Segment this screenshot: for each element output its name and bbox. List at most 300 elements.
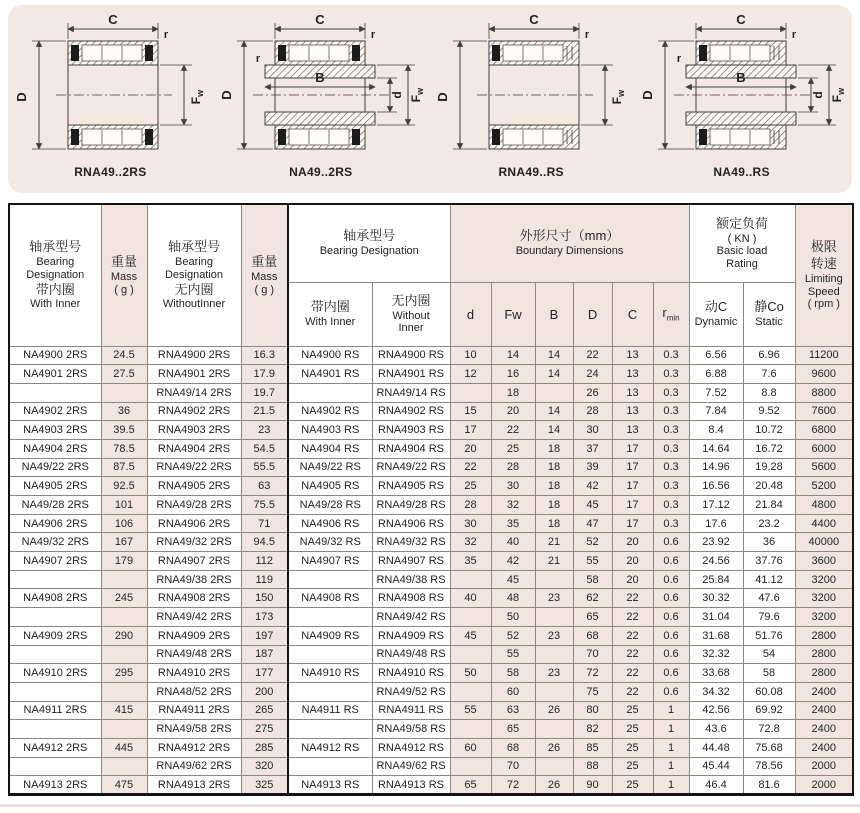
- cell-dim-rmin: 0.6: [653, 552, 689, 571]
- cell-designation-without-inner-2rs: RNA49/38 2RS: [147, 570, 241, 589]
- cell-designation-without-inner-2rs: RNA4905 2RS: [147, 477, 241, 496]
- cell-dim-c: 17: [612, 477, 653, 496]
- table-row: [9, 589, 853, 608]
- cell-designation-without-inner-rs: RNA49/38 RS: [372, 570, 450, 589]
- bearing-spec-table: [8, 203, 854, 796]
- cell-designation-with-inner-rs: NA4909 RS: [288, 626, 372, 645]
- cell-dim-d-outer: 58: [573, 570, 612, 589]
- cell-dim-c: 13: [612, 365, 653, 384]
- header-text: 外形尺寸（mm）: [519, 228, 620, 244]
- cell-designation-without-inner-2rs: RNA4908 2RS: [147, 589, 241, 608]
- cell-designation-with-inner-rs: NA4905 RS: [288, 477, 372, 496]
- table-row: [9, 439, 853, 458]
- header-dim-d-outer: D: [573, 282, 612, 346]
- cell-designation-with-inner-rs: NA49/32 RS: [288, 533, 372, 552]
- cell-dim-c: 25: [612, 701, 653, 720]
- svg-text:D: D: [639, 90, 655, 100]
- cell-designation-with-inner-2rs: NA4904 2RS: [9, 439, 101, 458]
- table-row: [9, 570, 853, 589]
- cell-designation-without-inner-2rs: RNA4904 2RS: [147, 439, 241, 458]
- bearing-cross-section-drawing: [213, 13, 429, 165]
- table-row: [9, 552, 853, 571]
- cell-dim-fw: 35: [491, 514, 535, 533]
- cell-dim-rmin: 0.3: [653, 439, 689, 458]
- cell-static-load: 58: [743, 664, 795, 683]
- cell-dim-rmin: 1: [653, 720, 689, 739]
- header-mass-without-2rs: [241, 204, 288, 346]
- cell-dim-fw: 40: [491, 533, 535, 552]
- cell-dim-rmin: 0.3: [653, 496, 689, 515]
- header-designation-without-inner-2rs: [147, 204, 241, 346]
- cell-designation-without-inner-rs: RNA49/14 RS: [372, 383, 450, 402]
- header-text: r: [662, 305, 667, 321]
- cell-designation-with-inner-rs: [288, 757, 372, 776]
- header-text: Static: [755, 316, 783, 329]
- header-text: 转速: [810, 256, 837, 272]
- cell-limiting-speed: 6000: [795, 439, 853, 458]
- cell-designation-with-inner-rs: NA4912 RS: [288, 738, 372, 757]
- cell-static-load: 20.48: [743, 477, 795, 496]
- cell-mass-2rs: 92.5: [101, 477, 147, 496]
- cell-dynamic-load: 8.4: [689, 421, 743, 440]
- svg-text:r: r: [370, 29, 375, 41]
- cell-designation-without-inner-rs: RNA4903 RS: [372, 421, 450, 440]
- svg-text:r: r: [676, 53, 681, 65]
- cell-static-load: 51.76: [743, 626, 795, 645]
- cell-designation-without-inner-rs: RNA49/58 RS: [372, 720, 450, 739]
- svg-text:Fw: $F_w$: [610, 89, 627, 105]
- cell-dim-fw: 55: [491, 645, 535, 664]
- cell-dim-fw: 60: [491, 682, 535, 701]
- cell-static-load: 54: [743, 645, 795, 664]
- header-text: Mass: [110, 271, 138, 284]
- cell-mass-2rs: 445: [101, 738, 147, 757]
- bearing-cross-section-drawing: [634, 13, 850, 165]
- cell-dim-d-outer: 90: [573, 776, 612, 795]
- cell-dynamic-load: 7.84: [689, 402, 743, 421]
- cell-dim-fw: 20: [491, 402, 535, 421]
- cell-designation-without-inner-rs: RNA49/52 RS: [372, 682, 450, 701]
- svg-text:r: r: [791, 29, 796, 41]
- cell-dim-d-outer: 88: [573, 757, 612, 776]
- header-dim-rmin: [653, 282, 689, 346]
- cell-dynamic-load: 24.56: [689, 552, 743, 571]
- cell-designation-without-inner-rs: RNA49/28 RS: [372, 496, 450, 515]
- cell-designation-without-inner-2rs: RNA4900 2RS: [147, 346, 241, 365]
- cell-limiting-speed: 2800: [795, 626, 853, 645]
- cell-designation-without-inner-2rs: RNA49/62 2RS: [147, 757, 241, 776]
- cell-limiting-speed: 8800: [795, 383, 853, 402]
- table-row: [9, 383, 853, 402]
- cell-dim-rmin: 0.3: [653, 383, 689, 402]
- cell-dim-rmin: 0.6: [653, 682, 689, 701]
- cell-static-load: 19.28: [743, 458, 795, 477]
- cell-dim-rmin: 0.3: [653, 365, 689, 384]
- header-text: ( g ): [114, 283, 134, 296]
- svg-text:Fw: $F_w$: [408, 87, 425, 103]
- header-text: Speed: [807, 285, 840, 298]
- cell-dynamic-load: 46.4: [689, 776, 743, 795]
- table-row: [9, 701, 853, 720]
- cell-dim-d-outer: 72: [573, 664, 612, 683]
- cell-mass-without-2rs: 54.5: [241, 439, 288, 458]
- cell-dim-rmin: 0.3: [653, 477, 689, 496]
- cell-dim-d: 55: [450, 701, 491, 720]
- cell-designation-with-inner-2rs: NA4901 2RS: [9, 365, 101, 384]
- header-text: 轴承型号: [167, 239, 220, 255]
- bearing-diagrams-panel: [8, 5, 852, 193]
- cell-dynamic-load: 45.44: [689, 757, 743, 776]
- cell-mass-2rs: [101, 720, 147, 739]
- cell-dim-fw: 14: [491, 346, 535, 365]
- cell-mass-2rs: 78.5: [101, 439, 147, 458]
- table-body: [9, 346, 853, 795]
- cell-mass-2rs: [101, 570, 147, 589]
- cell-mass-2rs: 24.5: [101, 346, 147, 365]
- cell-dim-d: 45: [450, 626, 491, 645]
- cell-dim-b: 21: [535, 533, 573, 552]
- cell-dim-rmin: 0.6: [653, 664, 689, 683]
- cell-designation-without-inner-2rs: RNA4903 2RS: [147, 421, 241, 440]
- header-text: 轴承型号: [343, 228, 396, 244]
- cell-mass-without-2rs: 177: [241, 664, 288, 683]
- svg-text:r: r: [164, 29, 169, 41]
- cell-dim-b: [535, 383, 573, 402]
- header-dim-fw: Fw: [491, 282, 535, 346]
- cell-dim-d: [450, 757, 491, 776]
- table-row: [9, 645, 853, 664]
- cell-limiting-speed: 2400: [795, 701, 853, 720]
- cell-mass-without-2rs: 187: [241, 645, 288, 664]
- bearing-diagram-rna49-rs: [431, 13, 631, 179]
- cell-limiting-speed: 5600: [795, 458, 853, 477]
- cell-dynamic-load: 33.68: [689, 664, 743, 683]
- cell-mass-without-2rs: 285: [241, 738, 288, 757]
- cell-designation-with-inner-2rs: [9, 645, 101, 664]
- header-text: 带内圈: [310, 299, 350, 315]
- cell-dim-d: [450, 608, 491, 627]
- cell-mass-without-2rs: 17.9: [241, 365, 288, 384]
- cell-mass-2rs: 39.5: [101, 421, 147, 440]
- cell-mass-2rs: 295: [101, 664, 147, 683]
- cell-static-load: 6.96: [743, 346, 795, 365]
- cell-dim-d: [450, 383, 491, 402]
- cell-dim-fw: 42: [491, 552, 535, 571]
- cell-static-load: 9.52: [743, 402, 795, 421]
- cell-static-load: 8.8: [743, 383, 795, 402]
- cell-dim-d: 35: [450, 552, 491, 571]
- cell-dim-fw: 63: [491, 701, 535, 720]
- header-text: Inner: [398, 322, 424, 335]
- cell-dim-b: 18: [535, 477, 573, 496]
- cell-mass-2rs: [101, 757, 147, 776]
- cell-dim-d-outer: 55: [573, 552, 612, 571]
- cell-mass-without-2rs: 325: [241, 776, 288, 795]
- cell-dim-rmin: 0.6: [653, 626, 689, 645]
- cell-designation-without-inner-rs: RNA4909 RS: [372, 626, 450, 645]
- cell-limiting-speed: 6800: [795, 421, 853, 440]
- cell-dim-d-outer: 22: [573, 346, 612, 365]
- header-with-inner-rs: [288, 282, 372, 346]
- cell-limiting-speed: 7600: [795, 402, 853, 421]
- cell-designation-with-inner-rs: NA4901 RS: [288, 365, 372, 384]
- cell-dim-fw: 58: [491, 664, 535, 683]
- cell-dim-c: 13: [612, 346, 653, 365]
- cell-mass-2rs: 475: [101, 776, 147, 795]
- cell-dim-b: 26: [535, 701, 573, 720]
- header-text: Designation: [164, 268, 224, 281]
- cell-designation-without-inner-rs: RNA4911 RS: [372, 701, 450, 720]
- header-text: 额定负荷: [716, 215, 769, 231]
- table-row: [9, 682, 853, 701]
- header-basic-load-rating-group: [689, 204, 795, 282]
- cell-dynamic-load: 30.32: [689, 589, 743, 608]
- cell-designation-with-inner-2rs: NA4906 2RS: [9, 514, 101, 533]
- cell-designation-without-inner-2rs: RNA49/28 2RS: [147, 496, 241, 515]
- cell-designation-without-inner-rs: RNA4912 RS: [372, 738, 450, 757]
- table-row: [9, 738, 853, 757]
- header-text: Limiting: [804, 273, 843, 286]
- cell-designation-without-inner-rs: RNA49/42 RS: [372, 608, 450, 627]
- header-text: 无内圈: [391, 292, 431, 308]
- table-row: [9, 626, 853, 645]
- cell-dim-b: 14: [535, 402, 573, 421]
- table-row: [9, 402, 853, 421]
- cell-dim-rmin: 0.6: [653, 608, 689, 627]
- header-text: 静Co: [754, 299, 784, 315]
- header-text: Without: [392, 309, 430, 322]
- header-text: 动C: [704, 299, 728, 315]
- cell-dim-d: 32: [450, 533, 491, 552]
- header-mass-2rs: [101, 204, 147, 346]
- cell-designation-with-inner-2rs: NA4912 2RS: [9, 738, 101, 757]
- cell-designation-with-inner-2rs: NA4913 2RS: [9, 776, 101, 795]
- cell-dynamic-load: 6.56: [689, 346, 743, 365]
- cell-designation-without-inner-2rs: RNA4912 2RS: [147, 738, 241, 757]
- header-text: ( rpm ): [807, 298, 840, 311]
- table-row: [9, 757, 853, 776]
- cell-dim-b: 23: [535, 589, 573, 608]
- header-text: ( g ): [254, 283, 275, 296]
- table-row: [9, 776, 853, 795]
- cell-designation-with-inner-2rs: NA4911 2RS: [9, 701, 101, 720]
- cell-dim-rmin: 1: [653, 757, 689, 776]
- cell-designation-without-inner-2rs: RNA49/58 2RS: [147, 720, 241, 739]
- cell-dim-b: [535, 608, 573, 627]
- cell-designation-without-inner-rs: RNA49/32 RS: [372, 533, 450, 552]
- cell-designation-with-inner-rs: [288, 383, 372, 402]
- cell-dim-d-outer: 82: [573, 720, 612, 739]
- cell-dynamic-load: 16.56: [689, 477, 743, 496]
- cell-mass-2rs: 167: [101, 533, 147, 552]
- cell-designation-with-inner-2rs: NA4900 2RS: [9, 346, 101, 365]
- cell-static-load: 37.76: [743, 552, 795, 571]
- cell-mass-2rs: 101: [101, 496, 147, 515]
- cell-designation-with-inner-2rs: NA4902 2RS: [9, 402, 101, 421]
- cell-dim-rmin: 0.6: [653, 570, 689, 589]
- cell-dim-fw: 25: [491, 439, 535, 458]
- table-row: [9, 514, 853, 533]
- cell-mass-without-2rs: 275: [241, 720, 288, 739]
- cell-dim-c: 22: [612, 682, 653, 701]
- cell-dim-rmin: 0.3: [653, 346, 689, 365]
- header-text: Basic load: [716, 245, 768, 258]
- cell-designation-without-inner-rs: RNA4906 RS: [372, 514, 450, 533]
- cell-dim-rmin: 0.3: [653, 514, 689, 533]
- svg-text:C: C: [315, 13, 325, 27]
- cell-designation-with-inner-2rs: NA4907 2RS: [9, 552, 101, 571]
- cell-mass-without-2rs: 55.5: [241, 458, 288, 477]
- header-dim-c: C: [612, 282, 653, 346]
- cell-dim-b: 18: [535, 439, 573, 458]
- cell-mass-2rs: [101, 682, 147, 701]
- cell-dim-d-outer: 68: [573, 626, 612, 645]
- cell-designation-with-inner-rs: [288, 570, 372, 589]
- cell-static-load: 16.72: [743, 439, 795, 458]
- cell-dynamic-load: 42.56: [689, 701, 743, 720]
- cell-dim-d-outer: 65: [573, 608, 612, 627]
- cell-mass-without-2rs: 75.5: [241, 496, 288, 515]
- cell-designation-without-inner-2rs: RNA4901 2RS: [147, 365, 241, 384]
- cell-dynamic-load: 6.88: [689, 365, 743, 384]
- cell-designation-without-inner-2rs: RNA49/22 2RS: [147, 458, 241, 477]
- cell-dim-d-outer: 85: [573, 738, 612, 757]
- cell-dim-c: 25: [612, 738, 653, 757]
- cell-dim-c: 20: [612, 570, 653, 589]
- cell-designation-without-inner-2rs: RNA4913 2RS: [147, 776, 241, 795]
- diagram-caption: NA49..2RS: [289, 165, 353, 179]
- cell-designation-with-inner-rs: NA4902 RS: [288, 402, 372, 421]
- cell-limiting-speed: 2800: [795, 664, 853, 683]
- cell-dim-rmin: 0.3: [653, 402, 689, 421]
- cell-designation-without-inner-2rs: RNA48/52 2RS: [147, 682, 241, 701]
- header-text: ( KN ): [727, 232, 757, 245]
- header-dynamic-load: [689, 282, 743, 346]
- cell-dim-d: 25: [450, 477, 491, 496]
- cell-dim-c: 17: [612, 458, 653, 477]
- cell-static-load: 36: [743, 533, 795, 552]
- cell-dim-fw: 68: [491, 738, 535, 757]
- cell-mass-without-2rs: 63: [241, 477, 288, 496]
- cell-designation-with-inner-rs: NA4908 RS: [288, 589, 372, 608]
- cell-static-load: 60.08: [743, 682, 795, 701]
- cell-mass-2rs: 415: [101, 701, 147, 720]
- cell-dim-d-outer: 37: [573, 439, 612, 458]
- cell-limiting-speed: 3600: [795, 552, 853, 571]
- cell-designation-without-inner-rs: RNA4910 RS: [372, 664, 450, 683]
- cell-designation-with-inner-rs: [288, 608, 372, 627]
- cell-limiting-speed: 3200: [795, 589, 853, 608]
- cell-dim-d-outer: 80: [573, 701, 612, 720]
- cell-dim-fw: 32: [491, 496, 535, 515]
- cell-dim-d: [450, 570, 491, 589]
- cell-dim-d: 40: [450, 589, 491, 608]
- cell-dim-b: 18: [535, 496, 573, 515]
- cell-dim-fw: 72: [491, 776, 535, 795]
- header-text: Dynamic: [694, 316, 738, 329]
- cell-mass-2rs: 87.5: [101, 458, 147, 477]
- cell-mass-without-2rs: 16.3: [241, 346, 288, 365]
- cell-mass-without-2rs: 200: [241, 682, 288, 701]
- svg-text:d: d: [810, 91, 825, 99]
- cell-designation-without-inner-2rs: RNA49/32 2RS: [147, 533, 241, 552]
- cell-dim-d-outer: 26: [573, 383, 612, 402]
- cell-dim-fw: 45: [491, 570, 535, 589]
- cell-designation-with-inner-rs: [288, 645, 372, 664]
- cell-dynamic-load: 17.6: [689, 514, 743, 533]
- cell-designation-with-inner-2rs: NA4905 2RS: [9, 477, 101, 496]
- cell-limiting-speed: 3200: [795, 608, 853, 627]
- cell-dim-b: [535, 720, 573, 739]
- table-row: [9, 496, 853, 515]
- cell-dim-d-outer: 70: [573, 645, 612, 664]
- cell-designation-without-inner-2rs: RNA4907 2RS: [147, 552, 241, 571]
- cell-dim-d-outer: 30: [573, 421, 612, 440]
- cell-dynamic-load: 31.68: [689, 626, 743, 645]
- cell-dim-d-outer: 42: [573, 477, 612, 496]
- cell-dim-c: 20: [612, 552, 653, 571]
- table-row: [9, 458, 853, 477]
- header-text: Rating: [726, 258, 758, 271]
- cell-dim-d: 12: [450, 365, 491, 384]
- cell-designation-without-inner-rs: RNA4905 RS: [372, 477, 450, 496]
- cell-designation-with-inner-rs: [288, 682, 372, 701]
- cell-dim-b: 14: [535, 346, 573, 365]
- cell-mass-2rs: 36: [101, 402, 147, 421]
- header-text: With Inner: [305, 316, 356, 329]
- cell-dim-rmin: 0.3: [653, 421, 689, 440]
- cell-static-load: 72.8: [743, 720, 795, 739]
- cell-dim-d-outer: 47: [573, 514, 612, 533]
- cell-dim-c: 22: [612, 608, 653, 627]
- svg-text:Fw: $F_w$: [189, 89, 206, 105]
- svg-text:D: D: [14, 92, 30, 102]
- cell-designation-with-inner-2rs: NA49/28 2RS: [9, 496, 101, 515]
- cell-mass-without-2rs: 150: [241, 589, 288, 608]
- cell-designation-without-inner-2rs: RNA4909 2RS: [147, 626, 241, 645]
- cell-designation-without-inner-2rs: RNA4906 2RS: [147, 514, 241, 533]
- cell-dim-fw: 30: [491, 477, 535, 496]
- header-text: 重量: [110, 254, 137, 270]
- svg-text:d: d: [389, 91, 404, 99]
- cell-dim-b: 26: [535, 738, 573, 757]
- cell-mass-without-2rs: 265: [241, 701, 288, 720]
- cell-dim-d: 60: [450, 738, 491, 757]
- bearing-diagram-na49-rs: [634, 13, 850, 179]
- cell-designation-with-inner-rs: NA4907 RS: [288, 552, 372, 571]
- header-boundary-dimensions-group: [450, 204, 689, 282]
- cell-dim-d: 10: [450, 346, 491, 365]
- cell-designation-with-inner-rs: NA4910 RS: [288, 664, 372, 683]
- cell-designation-without-inner-rs: RNA4908 RS: [372, 589, 450, 608]
- header-text: Bearing: [36, 256, 75, 269]
- cell-dim-b: 14: [535, 365, 573, 384]
- header-text: Boundary Dimensions: [515, 245, 624, 258]
- header-dim-b: B: [535, 282, 573, 346]
- cell-dim-d: 17: [450, 421, 491, 440]
- cell-designation-with-inner-2rs: NA4909 2RS: [9, 626, 101, 645]
- cell-dim-c: 22: [612, 664, 653, 683]
- cell-designation-without-inner-rs: RNA4901 RS: [372, 365, 450, 384]
- cell-dim-b: 21: [535, 552, 573, 571]
- cell-dim-d: [450, 682, 491, 701]
- table-row: [9, 365, 853, 384]
- bearing-diagram-rna49-2rs: [10, 13, 210, 179]
- cell-dim-c: 13: [612, 402, 653, 421]
- cell-dynamic-load: 7.52: [689, 383, 743, 402]
- header-text: 无内圈: [174, 281, 214, 297]
- cell-designation-with-inner-rs: NA4906 RS: [288, 514, 372, 533]
